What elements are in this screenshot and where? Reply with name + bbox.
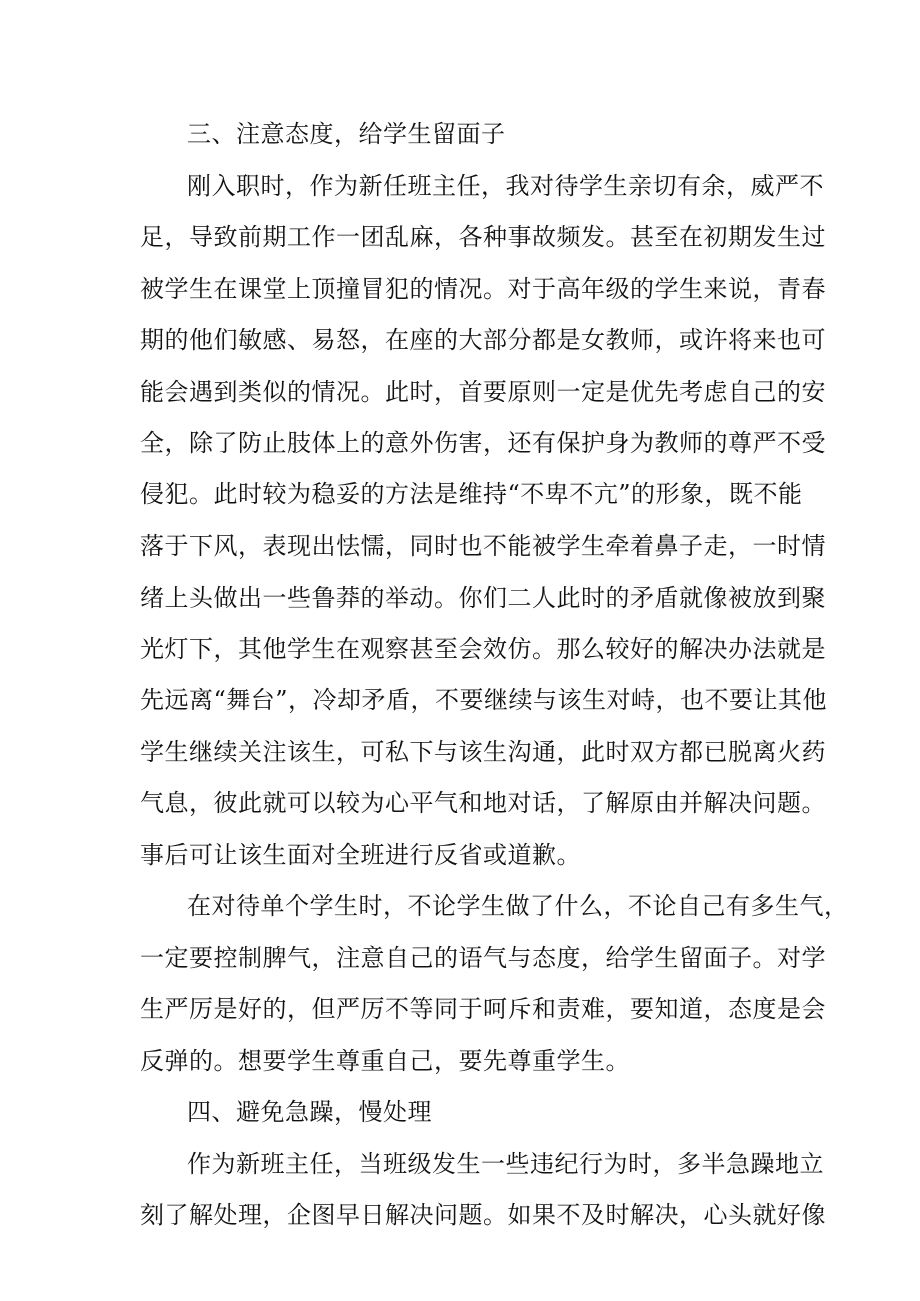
paragraph-line: 反弹的。想要学生尊重自己，要先尊重学生。 <box>140 1047 630 1075</box>
paragraph-line: 事后可让该生面对全班进行反省或道歉。 <box>140 841 581 869</box>
paragraph-line: 被学生在课堂上顶撞冒犯的情况。对于高年级的学生来说，青春 <box>140 275 826 303</box>
paragraph-line: 刻了解处理，企图早日解决问题。如果不及时解决，心头就好像 <box>140 1201 826 1229</box>
paragraph-line: 足，导致前期工作一团乱麻，各种事故频发。甚至在初期发生过 <box>140 223 826 251</box>
paragraph-line: 作为新班主任，当班级发生一些违纪行为时，多半急躁地立 <box>187 1150 824 1178</box>
section-heading: 三、注意态度，给学生留面子 <box>187 120 506 148</box>
paragraph-line: 期的他们敏感、易怒，在座的大部分都是女教师，或许将来也可 <box>140 326 826 354</box>
paragraph-line: 光灯下，其他学生在观察甚至会效仿。那么较好的解决办法就是 <box>140 635 826 663</box>
paragraph-line: 学生继续关注该生，可私下与该生沟通，此时双方都已脱离火药 <box>140 738 826 766</box>
paragraph-line: 落于下风，表现出怯懦，同时也不能被学生牵着鼻子走，一时情 <box>140 532 826 560</box>
paragraph-line: 生严厉是好的，但严厉不等同于呵斥和责难，要知道，态度是会 <box>140 995 826 1023</box>
paragraph-line: 气息，彼此就可以较为心平气和地对话，了解原由并解决问题。 <box>140 789 826 817</box>
paragraph-line: 在对待单个学生时，不论学生做了什么，不论自己有多生气， <box>187 892 849 920</box>
paragraph-line: 能会遇到类似的情况。此时，首要原则一定是优先考虑自己的安 <box>140 378 826 406</box>
paragraph-line: 刚入职时，作为新任班主任，我对待学生亲切有余，威严不 <box>187 172 824 200</box>
paragraph-line: 先远离“舞台”，冷却矛盾，不要继续与该生对峙，也不要让其他 <box>140 686 828 714</box>
paragraph-line: 一定要控制脾气，注意自己的语气与态度，给学生留面子。对学 <box>140 944 826 972</box>
paragraph-line: 绪上头做出一些鲁莽的举动。你们二人此时的矛盾就像被放到聚 <box>140 584 826 612</box>
paragraph-line: 侵犯。此时较为稳妥的方法是维持“不卑不亢”的形象，既不能 <box>140 480 803 508</box>
section-heading: 四、避免急躁，慢处理 <box>187 1098 432 1126</box>
paragraph-line: 全，除了防止肢体上的意外伤害，还有保护身为教师的尊严不受 <box>140 429 826 457</box>
